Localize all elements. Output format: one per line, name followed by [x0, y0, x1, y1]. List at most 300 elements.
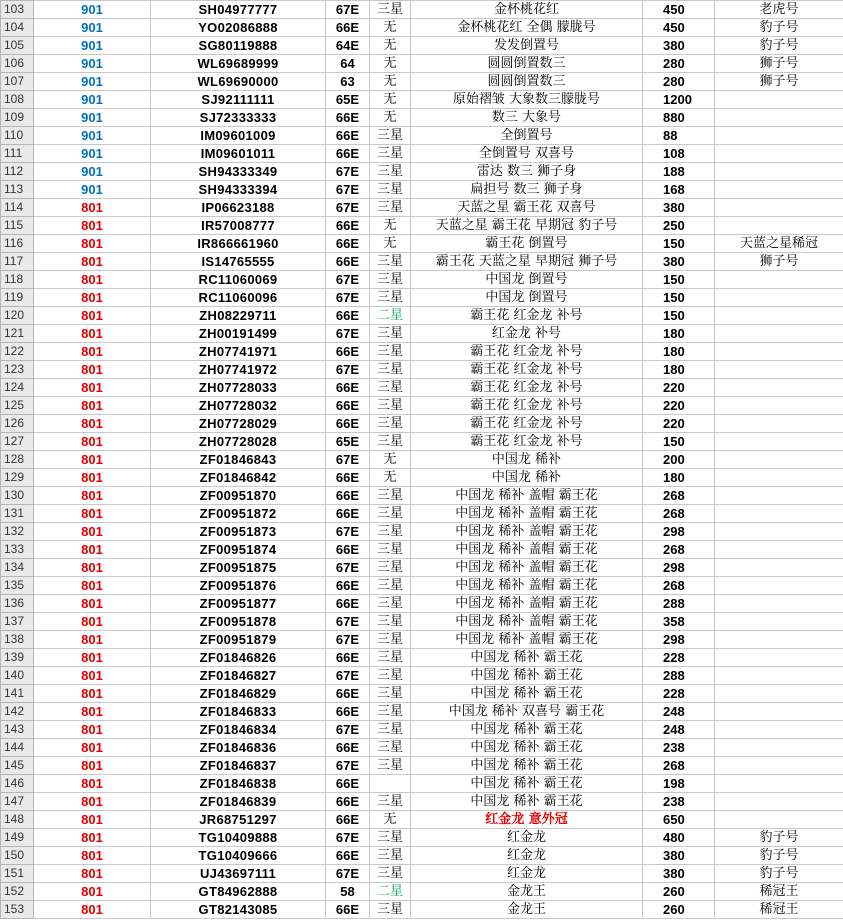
price-cell[interactable]: 380 — [643, 865, 715, 883]
version-cell[interactable]: 66E — [326, 901, 370, 919]
serial-number-cell[interactable]: ZF00951877 — [151, 595, 326, 613]
price-cell[interactable]: 280 — [643, 73, 715, 91]
tag-cell[interactable] — [715, 631, 843, 649]
serial-number-cell[interactable]: ZF00951873 — [151, 523, 326, 541]
row-number-header[interactable]: 131 — [1, 505, 34, 523]
star-rating-cell[interactable]: 三星 — [370, 1, 411, 19]
description-cell[interactable]: 红金龙 — [411, 865, 643, 883]
star-rating-cell[interactable]: 无 — [370, 109, 411, 127]
star-rating-cell[interactable]: 无 — [370, 73, 411, 91]
tag-cell[interactable] — [715, 541, 843, 559]
tag-cell[interactable] — [715, 757, 843, 775]
serial-number-cell[interactable]: GT82143085 — [151, 901, 326, 919]
serial-number-cell[interactable]: ZF01846837 — [151, 757, 326, 775]
tag-cell[interactable]: 豹子号 — [715, 19, 843, 37]
star-rating-cell[interactable]: 三星 — [370, 757, 411, 775]
tag-cell[interactable] — [715, 793, 843, 811]
row-number-header[interactable]: 145 — [1, 757, 34, 775]
description-cell[interactable]: 霸王花 红金龙 补号 — [411, 361, 643, 379]
version-cell[interactable]: 67E — [326, 721, 370, 739]
series-code-cell[interactable]: 801 — [34, 595, 151, 613]
description-cell[interactable]: 圆圆倒置数三 — [411, 73, 643, 91]
price-cell[interactable]: 180 — [643, 361, 715, 379]
serial-number-cell[interactable]: ZH07728028 — [151, 433, 326, 451]
description-cell[interactable]: 中国龙 稀补 盖帽 霸王花 — [411, 595, 643, 613]
serial-number-cell[interactable]: ZF00951874 — [151, 541, 326, 559]
version-cell[interactable]: 66E — [326, 217, 370, 235]
version-cell[interactable]: 67E — [326, 829, 370, 847]
description-cell[interactable]: 金龙王 — [411, 901, 643, 919]
star-rating-cell[interactable]: 三星 — [370, 793, 411, 811]
description-cell[interactable]: 红金龙 意外冠 — [411, 811, 643, 829]
tag-cell[interactable] — [715, 595, 843, 613]
price-cell[interactable]: 228 — [643, 649, 715, 667]
star-rating-cell[interactable]: 三星 — [370, 721, 411, 739]
series-code-cell[interactable]: 801 — [34, 451, 151, 469]
price-cell[interactable]: 150 — [643, 235, 715, 253]
row-number-header[interactable]: 149 — [1, 829, 34, 847]
version-cell[interactable]: 65E — [326, 433, 370, 451]
version-cell[interactable]: 66E — [326, 253, 370, 271]
price-cell[interactable]: 188 — [643, 163, 715, 181]
version-cell[interactable]: 66E — [326, 343, 370, 361]
serial-number-cell[interactable]: GT84962888 — [151, 883, 326, 901]
serial-number-cell[interactable]: WL69689999 — [151, 55, 326, 73]
description-cell[interactable]: 中国龙 稀补 盖帽 霸王花 — [411, 631, 643, 649]
series-code-cell[interactable]: 801 — [34, 397, 151, 415]
series-code-cell[interactable]: 901 — [34, 19, 151, 37]
price-cell[interactable]: 108 — [643, 145, 715, 163]
series-code-cell[interactable]: 801 — [34, 433, 151, 451]
row-number-header[interactable]: 152 — [1, 883, 34, 901]
star-rating-cell[interactable]: 三星 — [370, 163, 411, 181]
description-cell[interactable]: 中国龙 稀补 双喜号 霸王花 — [411, 703, 643, 721]
price-cell[interactable]: 880 — [643, 109, 715, 127]
price-cell[interactable]: 238 — [643, 793, 715, 811]
serial-number-cell[interactable]: YO02086888 — [151, 19, 326, 37]
serial-number-cell[interactable]: SH94333394 — [151, 181, 326, 199]
row-number-header[interactable]: 146 — [1, 775, 34, 793]
series-code-cell[interactable]: 801 — [34, 667, 151, 685]
tag-cell[interactable] — [715, 613, 843, 631]
series-code-cell[interactable]: 801 — [34, 235, 151, 253]
price-cell[interactable]: 180 — [643, 343, 715, 361]
tag-cell[interactable] — [715, 685, 843, 703]
description-cell[interactable]: 霸王花 倒置号 — [411, 235, 643, 253]
row-number-header[interactable]: 141 — [1, 685, 34, 703]
star-rating-cell[interactable]: 三星 — [370, 577, 411, 595]
version-cell[interactable]: 66E — [326, 739, 370, 757]
star-rating-cell[interactable]: 三星 — [370, 829, 411, 847]
description-cell[interactable]: 发发倒置号 — [411, 37, 643, 55]
serial-number-cell[interactable]: ZF01846829 — [151, 685, 326, 703]
series-code-cell[interactable]: 801 — [34, 775, 151, 793]
tag-cell[interactable]: 豹子号 — [715, 37, 843, 55]
version-cell[interactable]: 63 — [326, 73, 370, 91]
price-cell[interactable]: 298 — [643, 559, 715, 577]
serial-number-cell[interactable]: IR57008777 — [151, 217, 326, 235]
description-cell[interactable]: 中国龙 稀补 — [411, 451, 643, 469]
price-cell[interactable]: 150 — [643, 307, 715, 325]
serial-number-cell[interactable]: SJ72333333 — [151, 109, 326, 127]
star-rating-cell[interactable]: 三星 — [370, 649, 411, 667]
price-cell[interactable]: 450 — [643, 1, 715, 19]
series-code-cell[interactable]: 901 — [34, 91, 151, 109]
series-code-cell[interactable]: 801 — [34, 289, 151, 307]
row-number-header[interactable]: 116 — [1, 235, 34, 253]
version-cell[interactable]: 66E — [326, 469, 370, 487]
description-cell[interactable]: 霸王花 红金龙 补号 — [411, 307, 643, 325]
star-rating-cell[interactable]: 无 — [370, 451, 411, 469]
row-number-header[interactable]: 114 — [1, 199, 34, 217]
tag-cell[interactable] — [715, 415, 843, 433]
tag-cell[interactable] — [715, 451, 843, 469]
row-number-header[interactable]: 111 — [1, 145, 34, 163]
row-number-header[interactable]: 147 — [1, 793, 34, 811]
star-rating-cell[interactable]: 三星 — [370, 343, 411, 361]
version-cell[interactable]: 67E — [326, 667, 370, 685]
price-cell[interactable]: 380 — [643, 253, 715, 271]
row-number-header[interactable]: 125 — [1, 397, 34, 415]
price-cell[interactable]: 220 — [643, 397, 715, 415]
price-cell[interactable]: 280 — [643, 55, 715, 73]
price-cell[interactable]: 288 — [643, 595, 715, 613]
tag-cell[interactable] — [715, 307, 843, 325]
series-code-cell[interactable]: 901 — [34, 55, 151, 73]
serial-number-cell[interactable]: RC11060069 — [151, 271, 326, 289]
description-cell[interactable]: 雷达 数三 狮子身 — [411, 163, 643, 181]
description-cell[interactable]: 天蓝之星 霸王花 早期冠 豹子号 — [411, 217, 643, 235]
star-rating-cell[interactable]: 无 — [370, 91, 411, 109]
series-code-cell[interactable]: 801 — [34, 253, 151, 271]
row-number-header[interactable]: 115 — [1, 217, 34, 235]
version-cell[interactable]: 66E — [326, 703, 370, 721]
description-cell[interactable]: 中国龙 倒置号 — [411, 271, 643, 289]
description-cell[interactable]: 中国龙 倒置号 — [411, 289, 643, 307]
row-number-header[interactable]: 107 — [1, 73, 34, 91]
description-cell[interactable]: 霸王花 红金龙 补号 — [411, 433, 643, 451]
serial-number-cell[interactable]: ZF01846827 — [151, 667, 326, 685]
series-code-cell[interactable]: 801 — [34, 559, 151, 577]
row-number-header[interactable]: 124 — [1, 379, 34, 397]
description-cell[interactable]: 霸王花 红金龙 补号 — [411, 397, 643, 415]
version-cell[interactable]: 66E — [326, 577, 370, 595]
description-cell[interactable]: 金杯桃花红 — [411, 1, 643, 19]
tag-cell[interactable]: 狮子号 — [715, 55, 843, 73]
version-cell[interactable]: 67E — [326, 289, 370, 307]
series-code-cell[interactable]: 801 — [34, 739, 151, 757]
tag-cell[interactable] — [715, 127, 843, 145]
description-cell[interactable]: 霸王花 红金龙 补号 — [411, 343, 643, 361]
star-rating-cell[interactable]: 三星 — [370, 613, 411, 631]
row-number-header[interactable]: 129 — [1, 469, 34, 487]
star-rating-cell[interactable]: 三星 — [370, 595, 411, 613]
price-cell[interactable]: 150 — [643, 433, 715, 451]
series-code-cell[interactable]: 901 — [34, 127, 151, 145]
star-rating-cell[interactable]: 三星 — [370, 289, 411, 307]
star-rating-cell[interactable]: 三星 — [370, 379, 411, 397]
version-cell[interactable]: 66E — [326, 505, 370, 523]
row-number-header[interactable]: 140 — [1, 667, 34, 685]
version-cell[interactable]: 67E — [326, 523, 370, 541]
row-number-header[interactable]: 139 — [1, 649, 34, 667]
row-number-header[interactable]: 109 — [1, 109, 34, 127]
serial-number-cell[interactable]: ZF01846833 — [151, 703, 326, 721]
price-cell[interactable]: 298 — [643, 523, 715, 541]
serial-number-cell[interactable]: ZH08229711 — [151, 307, 326, 325]
series-code-cell[interactable]: 801 — [34, 307, 151, 325]
series-code-cell[interactable]: 801 — [34, 505, 151, 523]
price-cell[interactable]: 180 — [643, 325, 715, 343]
row-number-header[interactable]: 104 — [1, 19, 34, 37]
description-cell[interactable]: 扁担号 数三 狮子身 — [411, 181, 643, 199]
tag-cell[interactable] — [715, 487, 843, 505]
series-code-cell[interactable]: 801 — [34, 721, 151, 739]
serial-number-cell[interactable]: SH94333349 — [151, 163, 326, 181]
serial-number-cell[interactable]: JR68751297 — [151, 811, 326, 829]
serial-number-cell[interactable]: ZF00951876 — [151, 577, 326, 595]
price-cell[interactable]: 88 — [643, 127, 715, 145]
series-code-cell[interactable]: 801 — [34, 379, 151, 397]
version-cell[interactable]: 66E — [326, 127, 370, 145]
tag-cell[interactable]: 豹子号 — [715, 865, 843, 883]
row-number-header[interactable]: 130 — [1, 487, 34, 505]
tag-cell[interactable] — [715, 577, 843, 595]
row-number-header[interactable]: 151 — [1, 865, 34, 883]
series-code-cell[interactable]: 801 — [34, 901, 151, 919]
version-cell[interactable]: 67E — [326, 451, 370, 469]
tag-cell[interactable]: 稀冠王 — [715, 901, 843, 919]
star-rating-cell[interactable]: 二星 — [370, 307, 411, 325]
tag-cell[interactable]: 狮子号 — [715, 73, 843, 91]
star-rating-cell[interactable]: 三星 — [370, 559, 411, 577]
description-cell[interactable]: 中国龙 稀补 霸王花 — [411, 667, 643, 685]
price-cell[interactable]: 268 — [643, 487, 715, 505]
description-cell[interactable]: 中国龙 稀补 霸王花 — [411, 721, 643, 739]
version-cell[interactable]: 66E — [326, 109, 370, 127]
version-cell[interactable]: 67E — [326, 199, 370, 217]
serial-number-cell[interactable]: TG10409888 — [151, 829, 326, 847]
row-number-header[interactable]: 108 — [1, 91, 34, 109]
description-cell[interactable]: 霸王花 红金龙 补号 — [411, 415, 643, 433]
price-cell[interactable]: 198 — [643, 775, 715, 793]
row-number-header[interactable]: 153 — [1, 901, 34, 919]
serial-number-cell[interactable]: IP06623188 — [151, 199, 326, 217]
row-number-header[interactable]: 144 — [1, 739, 34, 757]
description-cell[interactable]: 全倒置号 双喜号 — [411, 145, 643, 163]
description-cell[interactable]: 数三 大象号 — [411, 109, 643, 127]
star-rating-cell[interactable]: 三星 — [370, 865, 411, 883]
version-cell[interactable]: 67E — [326, 325, 370, 343]
row-number-header[interactable]: 148 — [1, 811, 34, 829]
version-cell[interactable]: 66E — [326, 793, 370, 811]
description-cell[interactable]: 中国龙 稀补 盖帽 霸王花 — [411, 613, 643, 631]
series-code-cell[interactable]: 801 — [34, 631, 151, 649]
description-cell[interactable]: 中国龙 稀补 盖帽 霸王花 — [411, 523, 643, 541]
serial-number-cell[interactable]: ZH07728033 — [151, 379, 326, 397]
star-rating-cell[interactable]: 三星 — [370, 325, 411, 343]
version-cell[interactable]: 66E — [326, 235, 370, 253]
series-code-cell[interactable]: 801 — [34, 649, 151, 667]
series-code-cell[interactable]: 801 — [34, 793, 151, 811]
version-cell[interactable]: 66E — [326, 397, 370, 415]
serial-number-cell[interactable]: ZF00951879 — [151, 631, 326, 649]
series-code-cell[interactable]: 801 — [34, 523, 151, 541]
version-cell[interactable]: 66E — [326, 145, 370, 163]
tag-cell[interactable] — [715, 721, 843, 739]
series-code-cell[interactable]: 801 — [34, 217, 151, 235]
tag-cell[interactable]: 天蓝之星稀冠 — [715, 235, 843, 253]
row-number-header[interactable]: 150 — [1, 847, 34, 865]
version-cell[interactable]: 66E — [326, 775, 370, 793]
star-rating-cell[interactable]: 无 — [370, 19, 411, 37]
row-number-header[interactable]: 138 — [1, 631, 34, 649]
serial-number-cell[interactable]: UJ43697111 — [151, 865, 326, 883]
tag-cell[interactable] — [715, 181, 843, 199]
series-code-cell[interactable]: 901 — [34, 37, 151, 55]
description-cell[interactable]: 霸王花 天蓝之星 早期冠 狮子号 — [411, 253, 643, 271]
price-cell[interactable]: 268 — [643, 505, 715, 523]
version-cell[interactable]: 67E — [326, 163, 370, 181]
series-code-cell[interactable]: 801 — [34, 487, 151, 505]
series-code-cell[interactable]: 801 — [34, 199, 151, 217]
description-cell[interactable]: 金杯桃花红 全偶 朦胧号 — [411, 19, 643, 37]
row-number-header[interactable]: 103 — [1, 1, 34, 19]
star-rating-cell[interactable]: 三星 — [370, 505, 411, 523]
serial-number-cell[interactable]: SH04977777 — [151, 1, 326, 19]
price-cell[interactable]: 298 — [643, 631, 715, 649]
price-cell[interactable]: 150 — [643, 271, 715, 289]
description-cell[interactable]: 原始褶皱 大象数三朦胧号 — [411, 91, 643, 109]
tag-cell[interactable] — [715, 325, 843, 343]
tag-cell[interactable] — [715, 703, 843, 721]
serial-number-cell[interactable]: IS14765555 — [151, 253, 326, 271]
tag-cell[interactable] — [715, 775, 843, 793]
version-cell[interactable]: 66E — [326, 811, 370, 829]
series-code-cell[interactable]: 801 — [34, 883, 151, 901]
serial-number-cell[interactable]: ZH07728032 — [151, 397, 326, 415]
serial-number-cell[interactable]: SJ92111111 — [151, 91, 326, 109]
serial-number-cell[interactable]: SG80119888 — [151, 37, 326, 55]
series-code-cell[interactable]: 801 — [34, 469, 151, 487]
tag-cell[interactable] — [715, 433, 843, 451]
star-rating-cell[interactable] — [370, 775, 411, 793]
series-code-cell[interactable]: 801 — [34, 541, 151, 559]
price-cell[interactable]: 238 — [643, 739, 715, 757]
tag-cell[interactable]: 狮子号 — [715, 253, 843, 271]
description-cell[interactable]: 天蓝之星 霸王花 双喜号 — [411, 199, 643, 217]
row-number-header[interactable]: 126 — [1, 415, 34, 433]
series-code-cell[interactable]: 801 — [34, 577, 151, 595]
series-code-cell[interactable]: 901 — [34, 163, 151, 181]
price-cell[interactable]: 288 — [643, 667, 715, 685]
version-cell[interactable]: 58 — [326, 883, 370, 901]
version-cell[interactable]: 67E — [326, 559, 370, 577]
description-cell[interactable]: 中国龙 稀补 霸王花 — [411, 793, 643, 811]
price-cell[interactable]: 220 — [643, 415, 715, 433]
version-cell[interactable]: 67E — [326, 631, 370, 649]
star-rating-cell[interactable]: 三星 — [370, 415, 411, 433]
row-number-header[interactable]: 121 — [1, 325, 34, 343]
series-code-cell[interactable]: 801 — [34, 613, 151, 631]
price-cell[interactable]: 250 — [643, 217, 715, 235]
star-rating-cell[interactable]: 三星 — [370, 541, 411, 559]
description-cell[interactable]: 全倒置号 — [411, 127, 643, 145]
series-code-cell[interactable]: 901 — [34, 145, 151, 163]
tag-cell[interactable] — [715, 469, 843, 487]
serial-number-cell[interactable]: TG10409666 — [151, 847, 326, 865]
tag-cell[interactable] — [715, 811, 843, 829]
series-code-cell[interactable]: 801 — [34, 829, 151, 847]
row-number-header[interactable]: 118 — [1, 271, 34, 289]
star-rating-cell[interactable]: 三星 — [370, 667, 411, 685]
star-rating-cell[interactable]: 三星 — [370, 361, 411, 379]
row-number-header[interactable]: 110 — [1, 127, 34, 145]
tag-cell[interactable] — [715, 667, 843, 685]
version-cell[interactable]: 67E — [326, 613, 370, 631]
price-cell[interactable]: 380 — [643, 847, 715, 865]
serial-number-cell[interactable]: ZF01846842 — [151, 469, 326, 487]
description-cell[interactable]: 中国龙 稀补 盖帽 霸王花 — [411, 487, 643, 505]
description-cell[interactable]: 霸王花 红金龙 补号 — [411, 379, 643, 397]
price-cell[interactable]: 180 — [643, 469, 715, 487]
row-number-header[interactable]: 133 — [1, 541, 34, 559]
serial-number-cell[interactable]: ZF01846843 — [151, 451, 326, 469]
price-cell[interactable]: 248 — [643, 721, 715, 739]
series-code-cell[interactable]: 801 — [34, 685, 151, 703]
series-code-cell[interactable]: 801 — [34, 811, 151, 829]
series-code-cell[interactable]: 801 — [34, 847, 151, 865]
tag-cell[interactable] — [715, 505, 843, 523]
serial-number-cell[interactable]: ZF01846838 — [151, 775, 326, 793]
description-cell[interactable]: 中国龙 稀补 霸王花 — [411, 757, 643, 775]
version-cell[interactable]: 66E — [326, 415, 370, 433]
tag-cell[interactable]: 豹子号 — [715, 829, 843, 847]
price-cell[interactable]: 260 — [643, 883, 715, 901]
description-cell[interactable]: 金龙王 — [411, 883, 643, 901]
star-rating-cell[interactable]: 三星 — [370, 181, 411, 199]
description-cell[interactable]: 中国龙 稀补 霸王花 — [411, 649, 643, 667]
serial-number-cell[interactable]: ZH07728029 — [151, 415, 326, 433]
star-rating-cell[interactable]: 三星 — [370, 271, 411, 289]
star-rating-cell[interactable]: 三星 — [370, 847, 411, 865]
series-code-cell[interactable]: 801 — [34, 757, 151, 775]
version-cell[interactable]: 67E — [326, 1, 370, 19]
tag-cell[interactable] — [715, 559, 843, 577]
series-code-cell[interactable]: 801 — [34, 703, 151, 721]
serial-number-cell[interactable]: ZH07741972 — [151, 361, 326, 379]
serial-number-cell[interactable]: WL69690000 — [151, 73, 326, 91]
price-cell[interactable]: 248 — [643, 703, 715, 721]
serial-number-cell[interactable]: ZF00951870 — [151, 487, 326, 505]
serial-number-cell[interactable]: IR866661960 — [151, 235, 326, 253]
star-rating-cell[interactable]: 三星 — [370, 199, 411, 217]
series-code-cell[interactable]: 901 — [34, 181, 151, 199]
row-number-header[interactable]: 137 — [1, 613, 34, 631]
tag-cell[interactable] — [715, 109, 843, 127]
star-rating-cell[interactable]: 无 — [370, 37, 411, 55]
version-cell[interactable]: 66E — [326, 649, 370, 667]
version-cell[interactable]: 65E — [326, 91, 370, 109]
price-cell[interactable]: 228 — [643, 685, 715, 703]
star-rating-cell[interactable]: 无 — [370, 235, 411, 253]
tag-cell[interactable] — [715, 397, 843, 415]
version-cell[interactable]: 66E — [326, 487, 370, 505]
version-cell[interactable]: 67E — [326, 757, 370, 775]
serial-number-cell[interactable]: RC11060096 — [151, 289, 326, 307]
tag-cell[interactable] — [715, 91, 843, 109]
row-number-header[interactable]: 113 — [1, 181, 34, 199]
